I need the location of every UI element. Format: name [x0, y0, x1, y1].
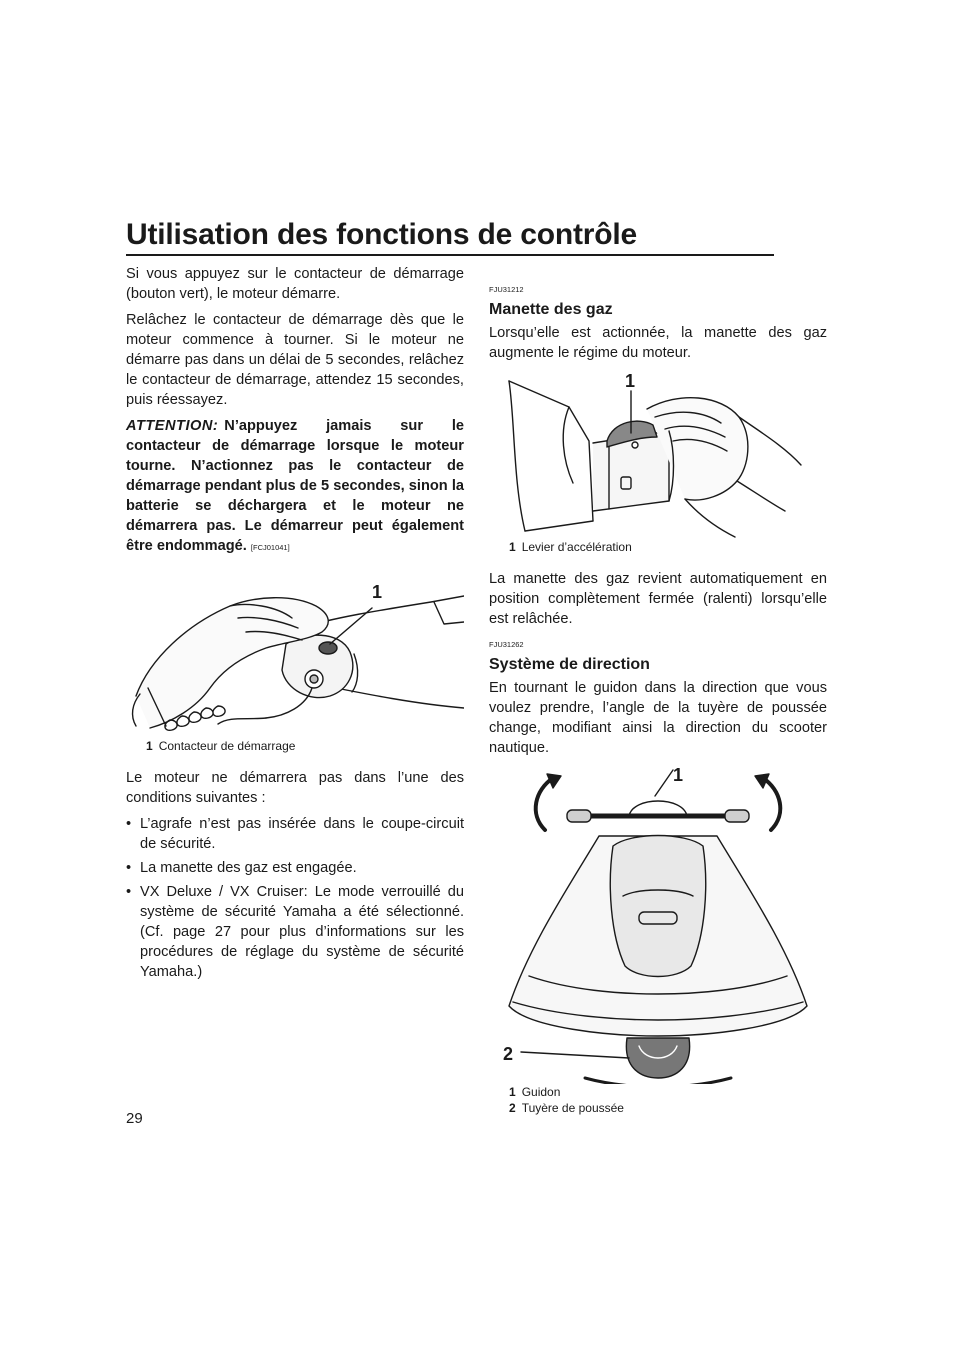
list-item: • La manette des gaz est engagée. [126, 858, 464, 878]
caption-line: 2 Tuyère de poussée [509, 1101, 624, 1115]
caption-line: 1 Guidon [509, 1085, 561, 1099]
handlebar-callout: 1 [673, 766, 684, 785]
steering-paragraph: En tournant le guidon dans la direction que vous voulez prendre, l’angle de la tuyère de poussée change, modifiant ainsi la direction du scooter nautique. [489, 680, 827, 756]
attention-label: ATTENTION: [126, 418, 219, 434]
throttle-caption: 1 Levier d’accélération [509, 540, 632, 554]
title-rule [126, 254, 774, 256]
left-column [126, 264, 464, 986]
starter-paragraph: Si vous appuyez sur le contacteur de démarrage (bouton vert), le moteur démarre. [126, 266, 464, 302]
release-paragraph: Relâchez le contacteur de démarrage dès que le moteur commence à tourner. Si le moteur ne démarre pas dans un délai de 5 secondes, relâchez le contacteur de démarrage, attendez 15 secondes, puis réessayez. [126, 312, 464, 408]
attention-text: N’appuyez jamais sur le contacteur de démarrage lorsque le moteur tourne. N’actionnez pas le contacteur de démarrage pendant plus de 5 secondes, sinon la batterie se déchargera et le moteur ne démarrera pas. Le démarreur peut également être endommagé. [126, 418, 464, 554]
conditions-list [126, 814, 464, 982]
right-column [489, 276, 827, 1116]
starter-switch-illustration [126, 566, 464, 738]
nozzle-callout: 2 [503, 1044, 514, 1064]
throttle-callout: 1 [625, 371, 636, 391]
list-item: • L’agrafe n’est pas insérée dans le coupe-circuit de sécurité. [126, 814, 464, 854]
list-item: • VX Deluxe / VX Cruiser: Le mode verrouillé du système de sécurité Yamaha a été sélectionné. (Cf. page 27 pour plus d’informations sur les procédures de réglage du système de sécurité Yamaha.) [126, 882, 464, 982]
conditions-paragraph: Le moteur ne démarrera pas dans l’une des conditions suivantes : [126, 770, 464, 806]
section-code: FJU31262 [489, 640, 524, 649]
page-title: Utilisation des fonctions de contrôle [126, 218, 637, 251]
attention-code: [FCJ01041] [250, 543, 290, 552]
throttle-paragraph: Lorsqu’elle est actionnée, la manette des gaz augmente le régime du moteur. [489, 325, 827, 361]
page-number: 29 [126, 1110, 143, 1127]
starter-caption: 1 Contacteur de démarrage [146, 739, 296, 753]
starter-callout: 1 [372, 582, 383, 602]
throttle-lever-illustration [489, 371, 827, 539]
steering-system-illustration [489, 766, 827, 1084]
section-code: FJU31212 [489, 285, 524, 294]
steering-caption [509, 1084, 827, 1116]
throttle-heading: Manette des gaz [489, 301, 613, 318]
steering-heading: Système de direction [489, 656, 650, 673]
attention-note [126, 416, 464, 558]
throttle-return-paragraph: La manette des gaz revient automatiquement en position complètement fermée (ralenti) lorsqu’elle est relâchée. [489, 571, 827, 627]
